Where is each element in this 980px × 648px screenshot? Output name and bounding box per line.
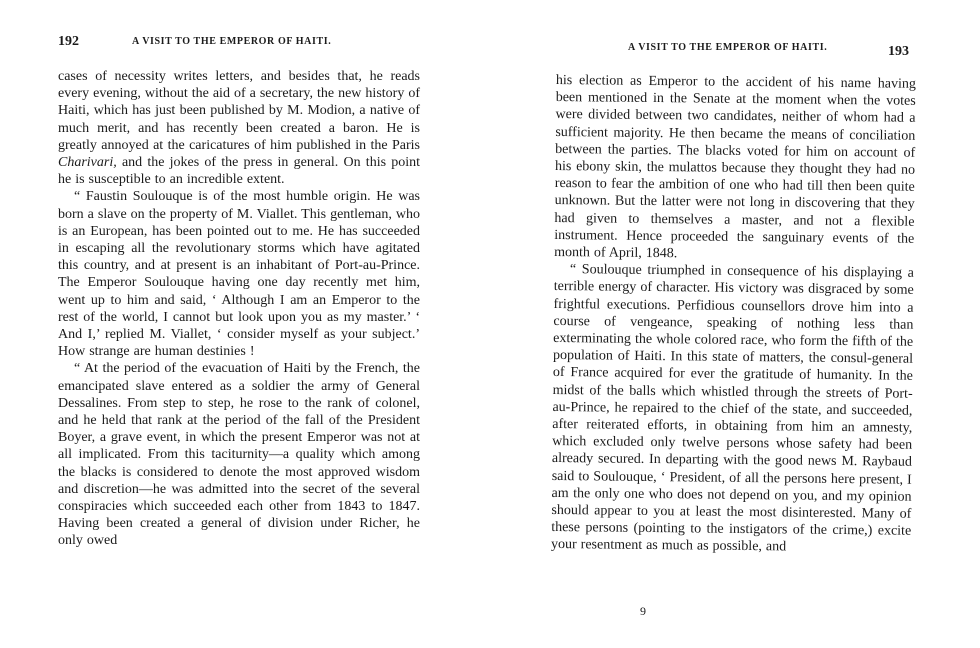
left-paragraph-2: “ Faustin Soulouque is of the most humble origin. He was born a slave on the property of M. Viallet. This gentleman, who is an European, has been pointed out to me. He has succeeded in escaping all the revolutionary storms which have agitated this country, and at present is an inhabitant of Port-au-Prince. The Emperor Soulouque having one day recently met him, went up to him and said, ‘ Although I am an Emperor to the rest of the world, I cannot but look upon you as my master.’ ‘ And I,’ replied M. Viallet, ‘ consider myself as your subject.’ How strange are human destinies ! (58, 189, 420, 360)
right-page-number: 193 (888, 44, 909, 59)
left-paragraph-1 (58, 68, 420, 188)
right-body-text (551, 72, 916, 557)
left-page-number: 192 (58, 34, 79, 49)
signature-mark: 9 (640, 604, 646, 618)
left-paragraph-3: “ At the period of the evacuation of Haiti by the French, the emancipated slave entered as a soldier the army of General Dessalines. From step to step, he rose to the rank of colonel, and he held that rank at the period of the fall of the President Boyer, a grave event, in which the present Emperor was not at all implicated. From this taciturnity—a quality which among the blacks is considered to denote the most approved wisdom and discretion—he was admitted into the secret of the several conspiracies which succeeded each other from 1843 to 1847. Having been created a general of division under Richer, he only owed (58, 361, 420, 549)
left-body-text (58, 68, 420, 550)
right-running-head: A VISIT TO THE EMPEROR OF HAITI. (628, 42, 828, 53)
left-running-head: A VISIT TO THE EMPEROR OF HAITI. (132, 36, 332, 47)
left-para1-end: and the jokes of the press in general. On this point he is susceptible to an incredible extent. (58, 155, 421, 188)
left-para1-italic: Charivari, (58, 155, 117, 171)
right-paragraph-1: his election as Emperor to the accident of his name having been mentioned in the Senate at the moment when the votes were divided between two candidates, neither of whom had a sufficient majority. He then became the means of conciliation between the parties. The blacks voted for him on account of his ebony skin, the mulattos because they thought they had no reason to fear the ambition of one who had till then been quite unknown. But the latter were not long in discovering that they had given to themselves a master, and not a flexible instrument. Hence proceeded the sanguinary events of the month of April, 1848. (554, 72, 916, 262)
left-para1-text: cases of necessity writes letters, and besides that, he reads every evening, without the aid of a secretary, the new history of Haiti, which has just been published by M. Modion, a native of much merit, and has recently been created a baron. He is greatly annoyed at the caricatures of him published in the Paris (58, 69, 420, 153)
right-paragraph-2: “ Soulouque triumphed in consequence of his displaying a terrible energy of character. His victory was disgraced by some frightful executions. Perfidious counsellors drove him into a course of vengeance, speaking of nothing less than exterminating the whole colored race, who form the fifth of the population of Haiti. In this state of matters, the consul-general of France acquired for ever the gratitude of humanity. In the midst of the balls which whistled through the streets of Port-au-Prince, he repaired to the chief of the state, and succeeded, after reiterated efforts, in obtaining from him an amnesty, which excluded only twelve persons whose safety had been already secured. In departing with the good news M. Raybaud said to Soulouque, ‘ President, of all the persons here present, I am the only one who does not depend on you, and my opinion should appear to you at least the most disinterested. Many of these persons (pointing to the instigators of the crime,) excite your resentment as much as possible, and (550, 262, 914, 555)
